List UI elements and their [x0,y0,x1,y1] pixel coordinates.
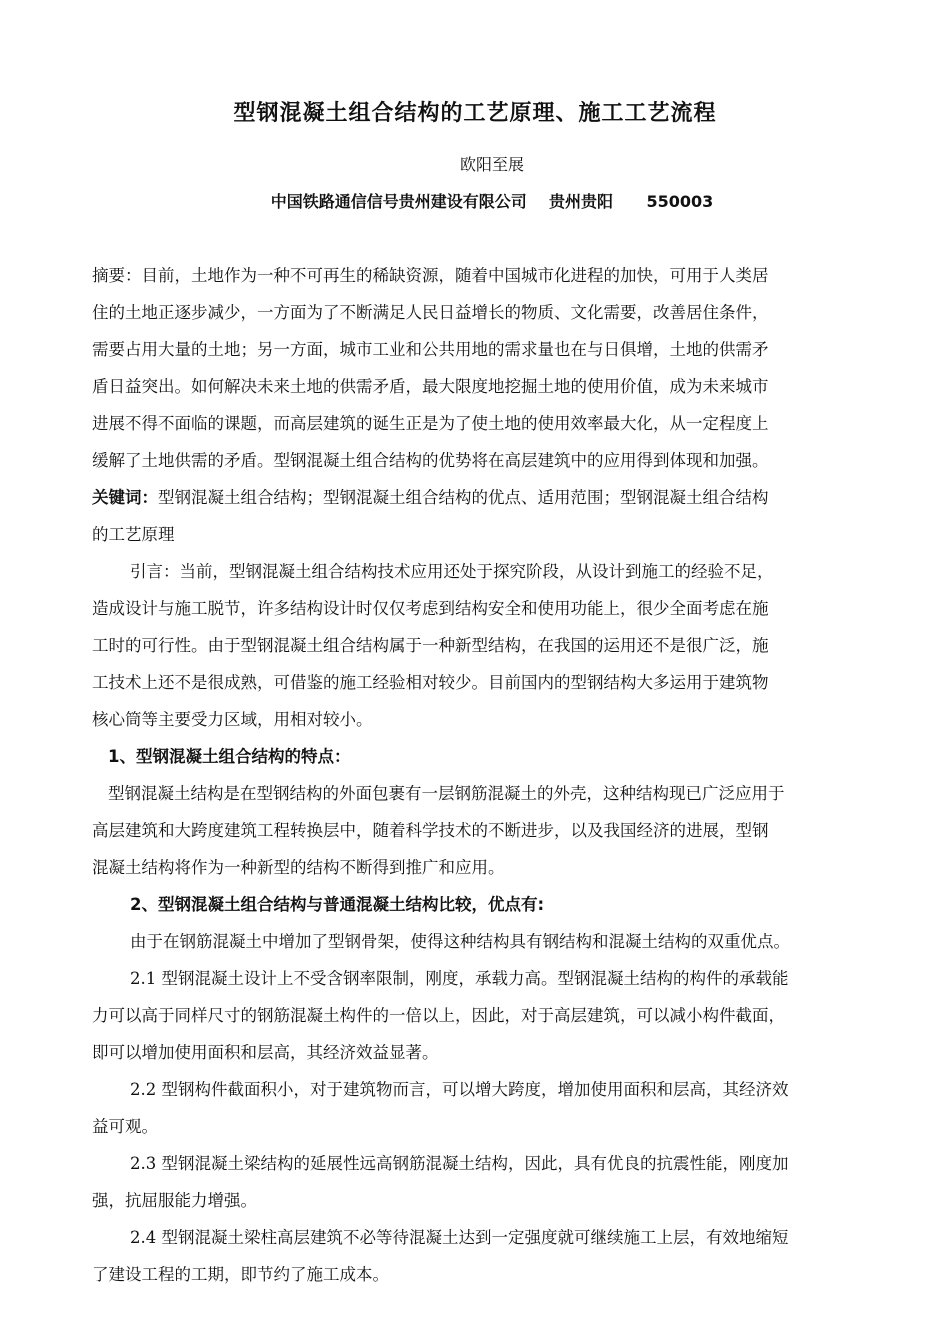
keywords-line [92,484,769,508]
item-2-3-line: 2.3 型钢混凝土梁结构的延展性远高钢筋混凝土结构，因此，具有优良的抗震性能，刚度加 [130,1154,789,1173]
item-2-1-line: 力可以高于同样尺寸的钢筋混凝土构件的一倍以上，因此，对于高层建筑，可以减小构件截面， [92,1006,785,1025]
abstract-line: 缓解了土地供需的矛盾。型钢混凝土组合结构的优势将在高层建筑中的应用得到体现和加强。 [92,451,769,470]
keywords-text: 型钢混凝土组合结构；型钢混凝土组合结构的优点、适用范围；型钢混凝土组合结构 [158,488,769,507]
intro-line: 引言：当前，型钢混凝土组合结构技术应用还处于探究阶段，从设计到施工的经验不足， [130,562,774,581]
keywords-label: 关键词： [92,488,158,507]
abstract-line: 摘要：目前，土地作为一种不可再生的稀缺资源，随着中国城市化进程的加快，可用于人类居 [92,266,769,285]
intro-line: 工技术上还不是很成熟，可借鉴的施工经验相对较少。目前国内的型钢结构大多运用于建筑物 [92,673,769,692]
item-2-3-line: 强，抗屈服能力增强。 [92,1191,257,1210]
abstract-line: 住的土地正逐步减少，一方面为了不断满足人民日益增长的物质、文化需要，改善居住条件， [92,303,769,322]
intro-line: 核心筒等主要受力区域，用相对较小。 [92,710,373,729]
abstract-line: 盾日益突出。如何解决未来土地的供需矛盾，最大限度地挖掘土地的使用价值，成为未来城市 [92,377,769,396]
item-2-1-line: 即可以增加使用面积和层高，其经济效益显著。 [92,1043,439,1062]
item-2-2-line: 2.2 型钢构件截面积小，对于建筑物而言，可以增大跨度，增加使用面积和层高，其经济效 [130,1080,789,1099]
author-affiliation: 中国铁路通信信号贵州建设有限公司 贵州贵阳 550003 [270,192,714,211]
section-2-intro: 由于在钢筋混凝土中增加了型钢骨架，使得这种结构具有钢结构和混凝土结构的双重优点。 [130,932,790,951]
section-1-line: 混凝土结构将作为一种新型的结构不断得到推广和应用。 [92,858,505,877]
abstract-line: 需要占用大量的土地；另一方面，城市工业和公共用地的需求量也在与日俱增，土地的供需矛 [92,340,769,359]
section-1-line: 型钢混凝土结构是在型钢结构的外面包裹有一层钢筋混凝土的外壳，这种结构现已广泛应用于 [108,784,785,803]
item-2-1-line: 2.1 型钢混凝土设计上不受含钢率限制，刚度，承载力高。型钢混凝土结构的构件的承载能 [130,969,789,988]
section-2-heading: 2、型钢混凝土组合结构与普通混凝土结构比较，优点有: [130,895,545,914]
item-2-4-line: 2.4 型钢混凝土梁柱高层建筑不必等待混凝土达到一定强度就可继续施工上层，有效地缩短 [130,1228,789,1247]
abstract-line: 进展不得不面临的课题，而高层建筑的诞生正是为了使土地的使用效率最大化，从一定程度上 [92,414,769,433]
item-2-4-line: 了建设工程的工期，即节约了施工成本。 [92,1265,389,1284]
section-1-line: 高层建筑和大跨度建筑工程转换层中，随着科学技术的不断进步，以及我国经济的进展，型钢 [92,821,769,840]
item-2-2-line: 益可观。 [92,1117,158,1136]
author-name: 欧阳至展 [459,155,524,174]
page-title: 型钢混凝土组合结构的工艺原理、施工工艺流程 [233,101,717,126]
keywords-line-2: 的工艺原理 [92,525,175,544]
intro-line: 造成设计与施工脱节，许多结构设计时仅仅考虑到结构安全和使用功能上，很少全面考虑在施 [92,599,769,618]
intro-line: 工时的可行性。由于型钢混凝土组合结构属于一种新型结构，在我国的运用还不是很广泛，施 [92,636,769,655]
section-1-heading: 1、型钢混凝土组合结构的特点： [108,747,351,766]
